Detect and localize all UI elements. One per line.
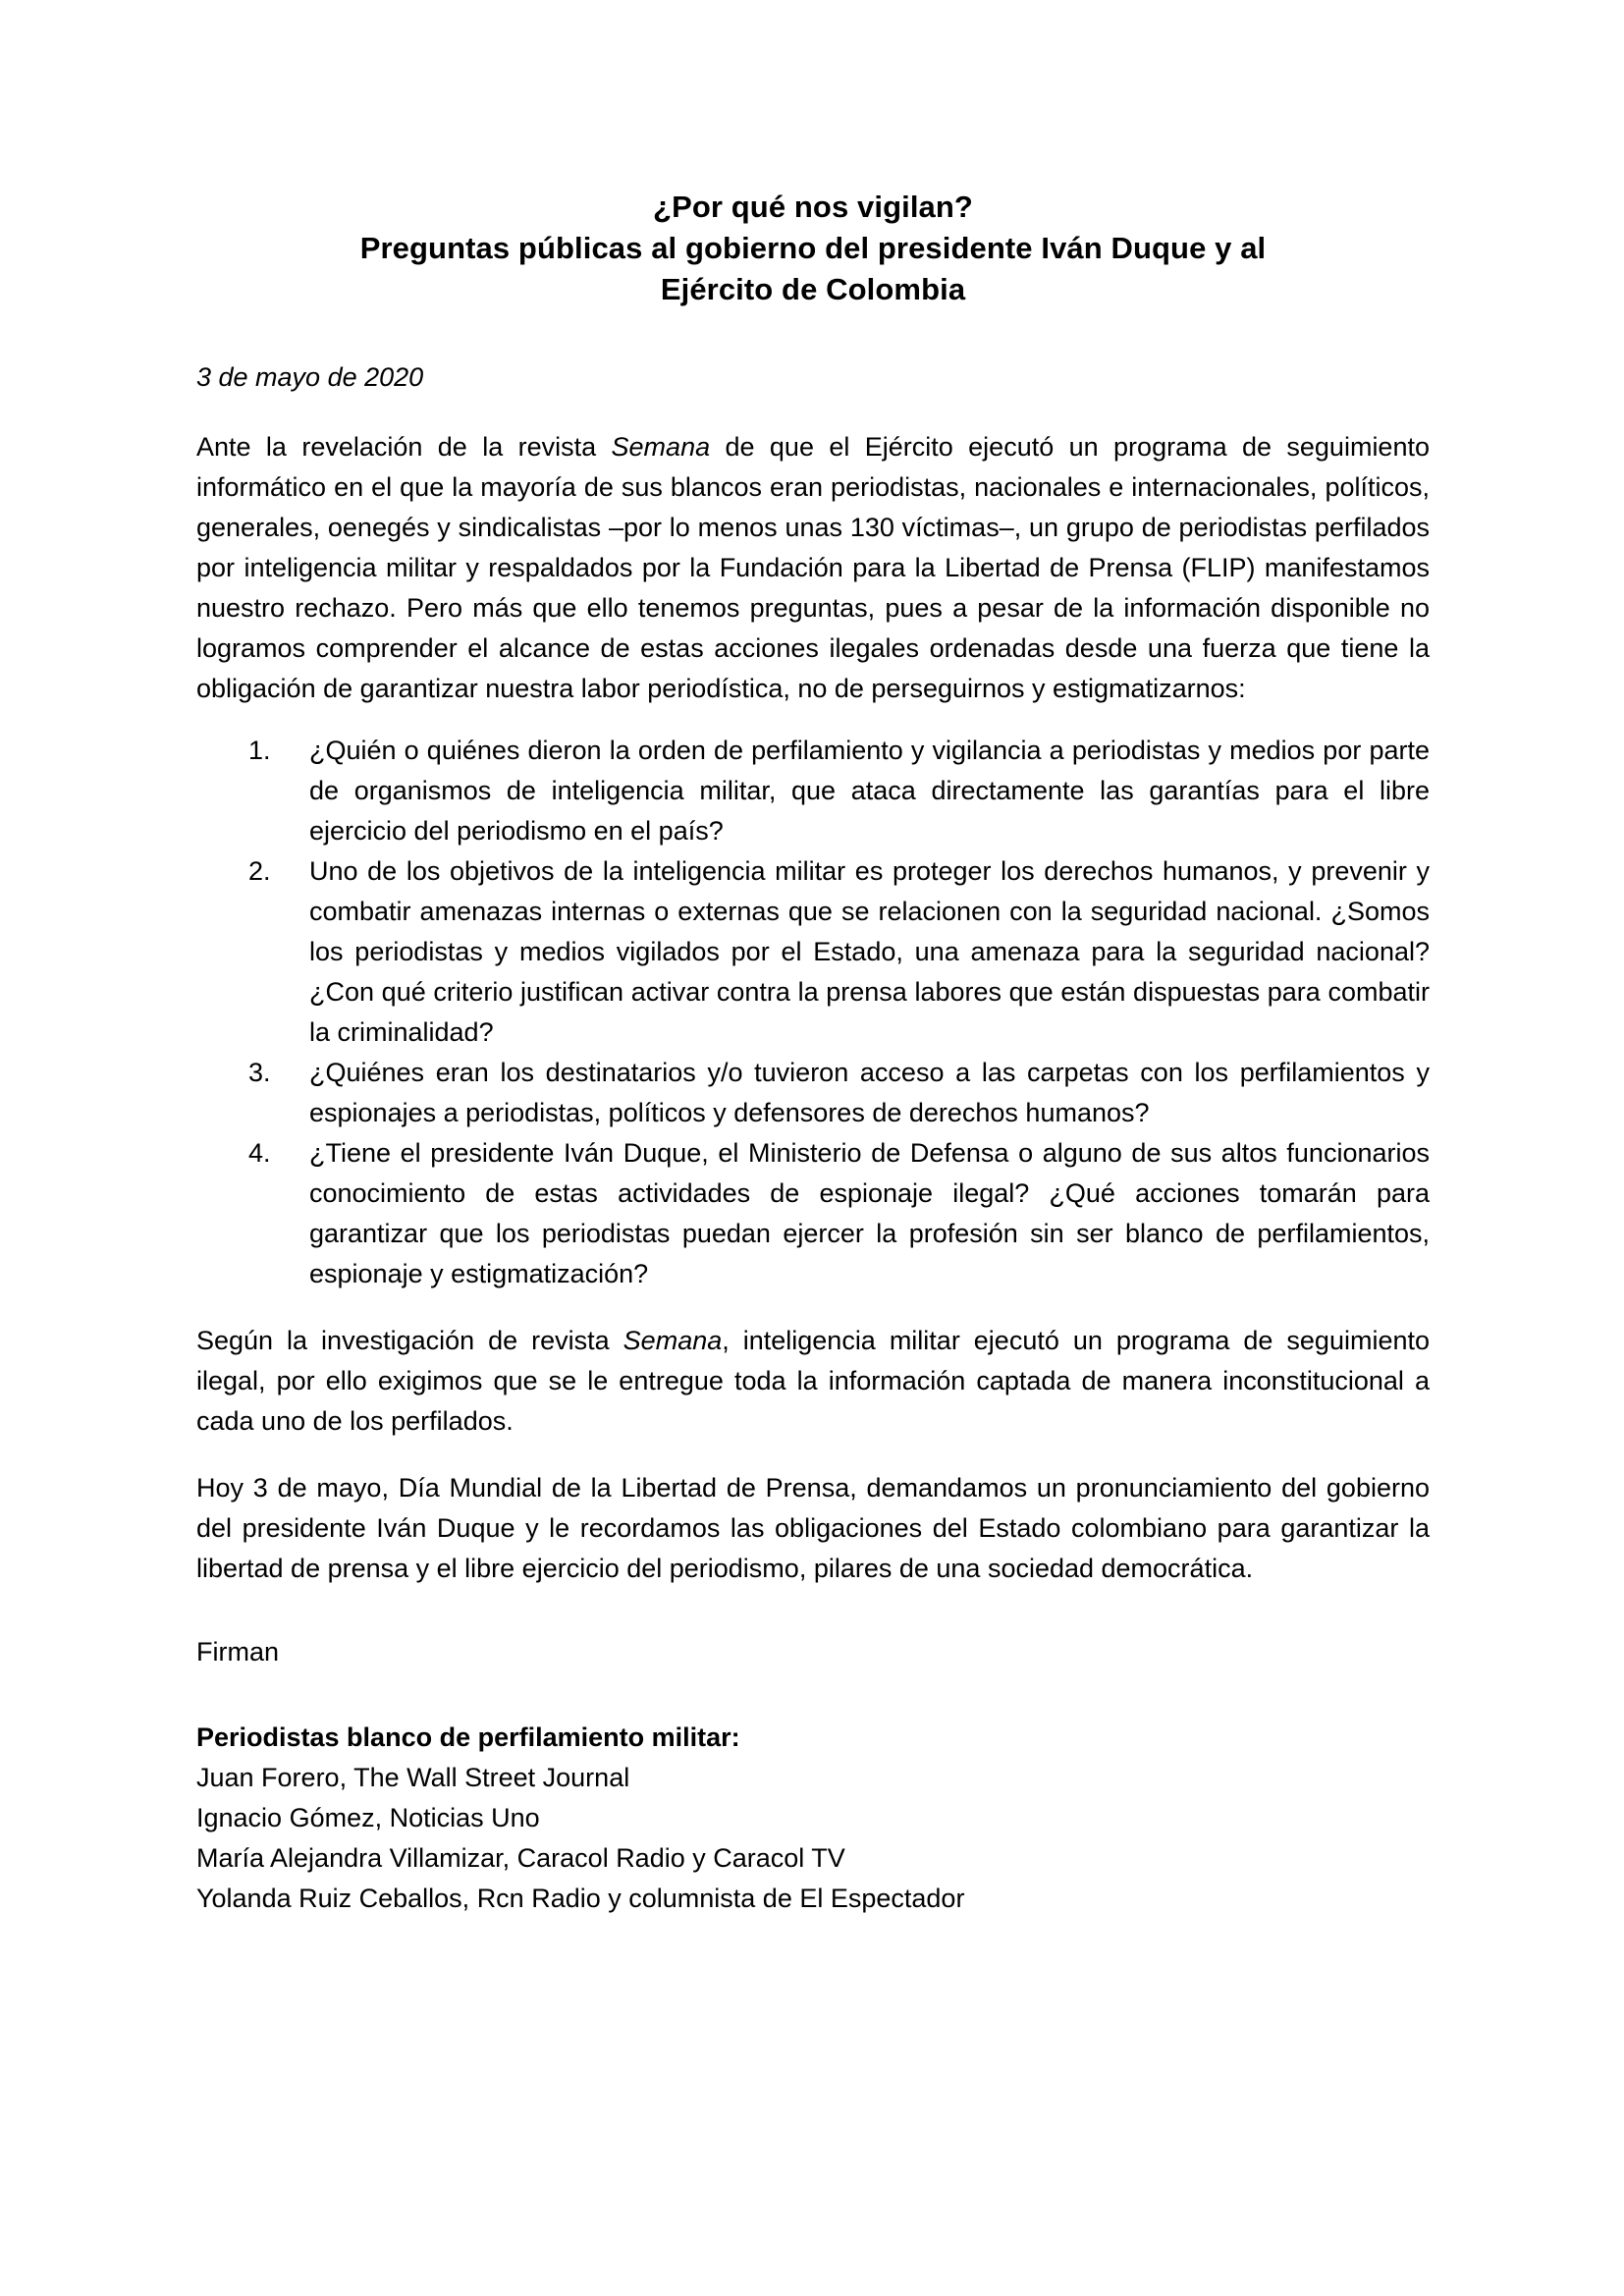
signatories-heading: Periodistas blanco de perfilamiento militar:: [196, 1722, 740, 1752]
segun-paragraph: [196, 1294, 1430, 1442]
question-text: ¿Tiene el presidente Iván Duque, el Ministerio de Defensa o alguno de sus altos funcionarios conocimiento de estas actividades de espionaje ilegal? ¿Qué acciones tomarán para garantizar que los periodistas puedan ejercer la profesión sin ser blanco de perfilamientos, espionaje y estigmatización?: [309, 1138, 1430, 1288]
intro-text-part-1: Ante la revelación de la revista: [196, 432, 612, 462]
title-line-1: ¿Por qué nos vigilan?: [653, 190, 973, 224]
list-item: Yolanda Ruiz Ceballos, Rcn Radio y columnista de El Espectador: [196, 1884, 965, 1913]
segun-text-part-1: Según la investigación de revista: [196, 1326, 623, 1355]
question-text: Uno de los objetivos de la inteligencia militar es proteger los derechos humanos, y prevenir y combatir amenazas internas o externas que se relacionen con la seguridad nacional. ¿Somos los periodistas y medios vigilados por el Estado, una amenaza para la seguridad nacional? ¿Con qué criterio justifican activar contra la prensa labores que están dispuestas para combatir la criminalidad?: [309, 856, 1430, 1047]
list-item: María Alejandra Villamizar, Caracol Radio y Caracol TV: [196, 1843, 845, 1873]
list-item: Ignacio Gómez, Noticias Uno: [196, 1803, 540, 1832]
question-text: ¿Quién o quiénes dieron la orden de perfilamiento y vigilancia a periodistas y medios por parte de organismos de inteligencia militar, que ataca directamente las garantías para el libre ejercicio del periodismo en el país?: [309, 736, 1430, 846]
list-item: Juan Forero, The Wall Street Journal: [196, 1763, 630, 1792]
intro-paragraph: [196, 394, 1430, 709]
title-line-3: Ejército de Colombia: [660, 272, 966, 306]
magazine-name-semana: Semana: [611, 432, 711, 462]
questions-list: [196, 709, 1430, 1294]
list-item: [241, 731, 1430, 851]
firman-label: Firman: [196, 1637, 280, 1667]
intro-text-part-2: de que el Ejército ejecutó un programa de seguimiento informático en el que la mayoría de sus blancos eran periodistas, nacionales e internacionales, políticos, generales, oenegés y sindicalistas –por lo menos unas 130 víctimas–, un grupo de periodistas perfilados por inteligencia militar y respaldados por la Fundación para la Libertad de Prensa (FLIP) manifestamos nuestro rechazo. Pero más que ello tenemos preguntas, pues a pesar de la información disponible no logramos comprender el alcance de estas acciones ilegales ordenadas desde una fuerza que tiene la obligación de garantizar nuestra labor periodística, no de perseguirnos y estigmatizarnos:: [196, 432, 1430, 703]
list-item: [241, 851, 1430, 1053]
signatories-list: [196, 1758, 1430, 1919]
hoy-paragraph: Hoy 3 de mayo, Día Mundial de la Libertad de Prensa, demandamos un pronunciamiento del gobierno del presidente Iván Duque y le recordamos las obligaciones del Estado colombiano para garantizar la libertad de prensa y el libre ejercicio del periodismo, pilares de una sociedad democrática.: [196, 1473, 1430, 1583]
question-text: ¿Quiénes eran los destinatarios y/o tuvieron acceso a las carpetas con los perfilamientos y espionajes a periodistas, políticos y defensores de derechos humanos?: [309, 1058, 1430, 1127]
title-line-2: Preguntas públicas al gobierno del presidente Iván Duque y al: [359, 231, 1267, 265]
list-item: [241, 1053, 1430, 1133]
list-item: [241, 1133, 1430, 1294]
magazine-name-semana: Semana: [623, 1326, 723, 1355]
segun-text-part-2: , inteligencia militar ejecutó un programa de seguimiento ilegal, por ello exigimos que se le entregue toda la información captada de manera inconstitucional a cada uno de los perfilados.: [196, 1326, 1431, 1436]
document-content: [196, 0, 1430, 1919]
document-date: 3 de mayo de 2020: [196, 362, 424, 392]
page-title: [196, 0, 1430, 310]
